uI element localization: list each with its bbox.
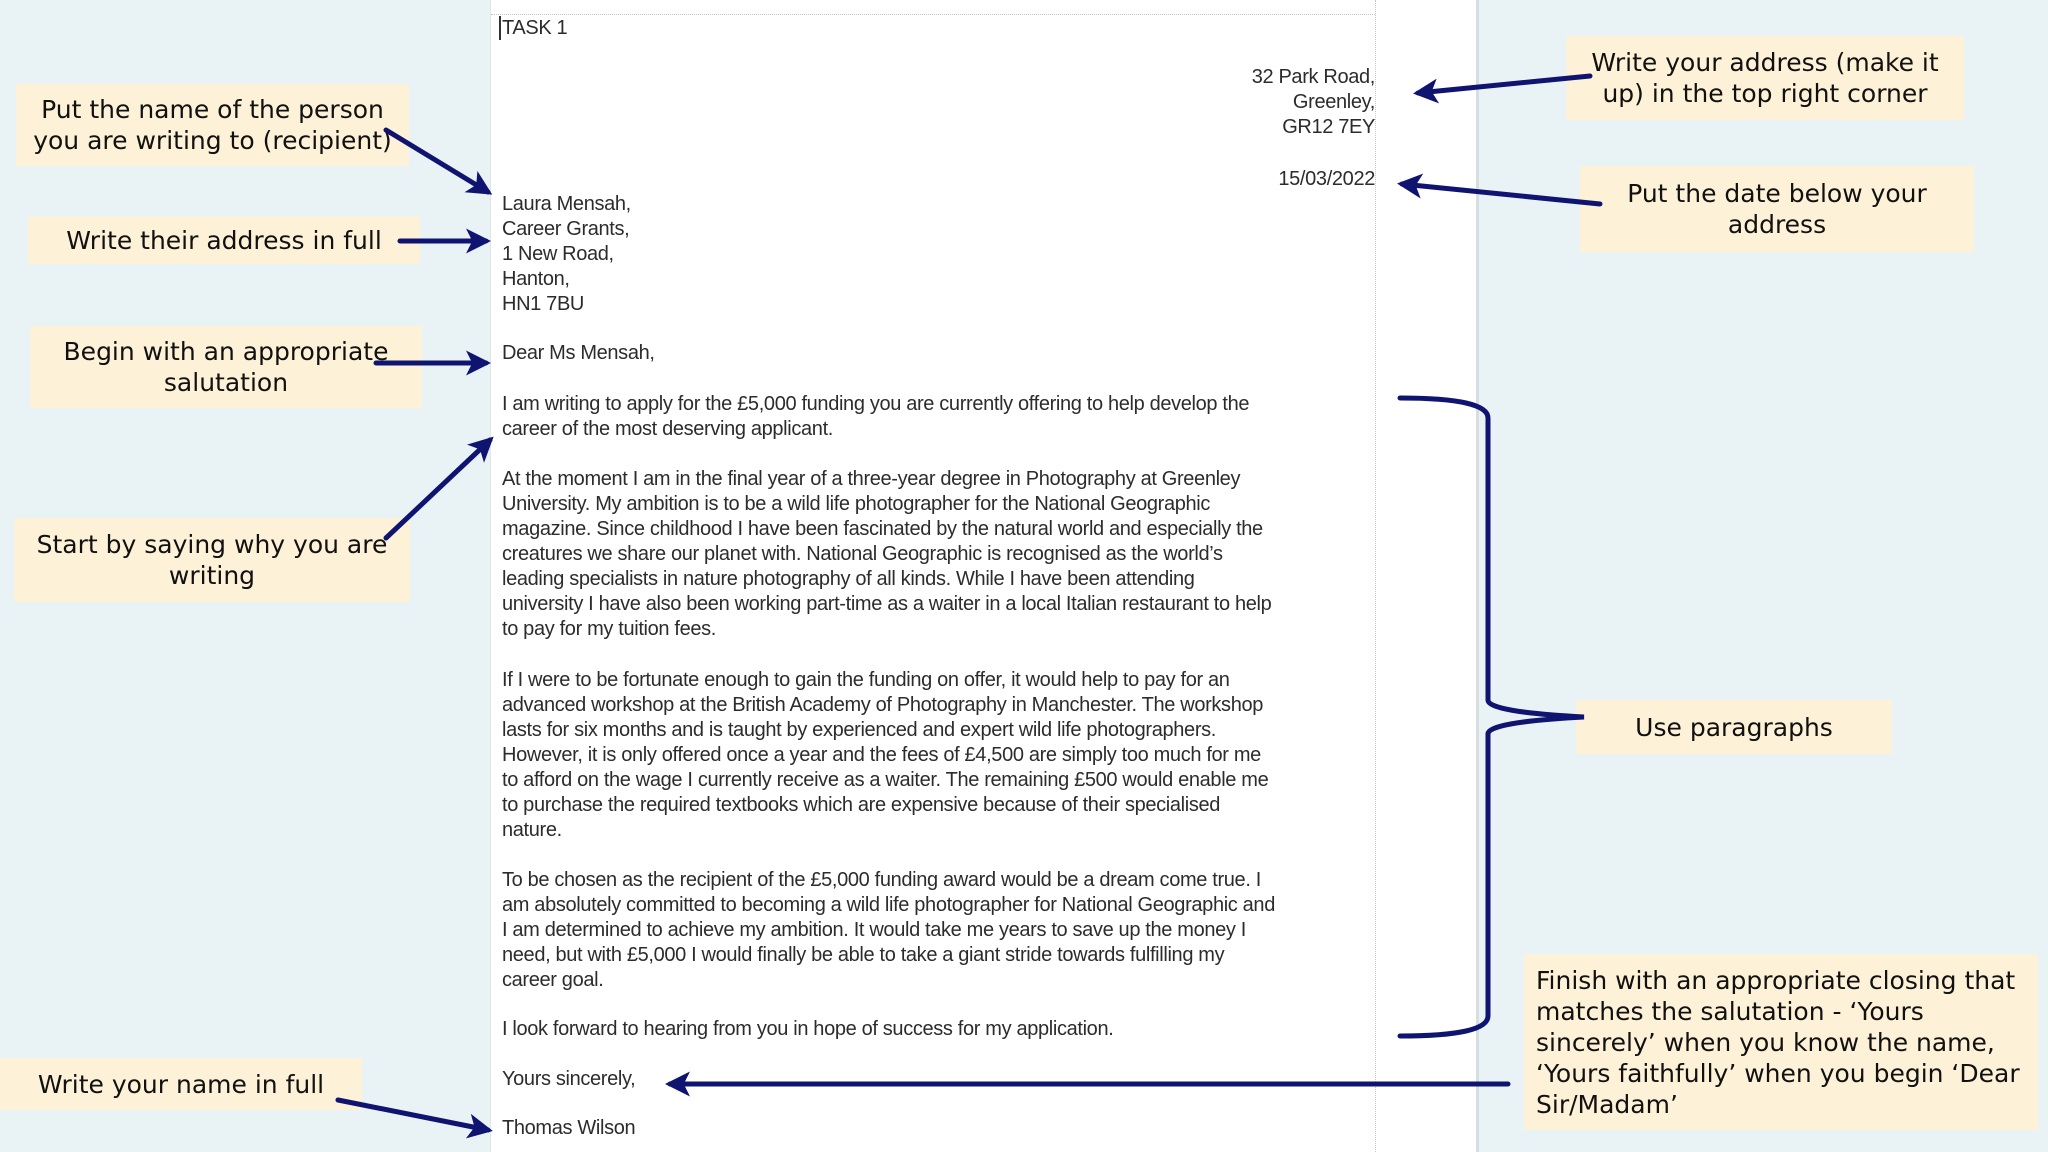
note-line: matches the salutation - ‘Yours [1536, 996, 1924, 1026]
paragraph-line: nature. [502, 819, 562, 841]
signature-name: Thomas Wilson [502, 1117, 636, 1139]
note-line: up) in the top right corner [1602, 79, 1928, 108]
text-cursor [499, 16, 501, 40]
paragraph-line: At the moment I am in the final year of a three-year degree in Photography at Greenley [502, 468, 1241, 490]
note-line: Write your name in full [37, 1069, 325, 1099]
paragraph-line: to purchase the required textbooks which are expensive because of their specialised [502, 794, 1221, 816]
paragraph-line: to pay for my tuition fees. [502, 618, 716, 640]
paragraph-line: I look forward to hearing from you in hope of success for my application. [502, 1018, 1114, 1040]
recipient-address-line: Laura Mensah, [502, 193, 631, 215]
recipient-address-line: Career Grants, [502, 218, 630, 240]
note-line: Begin with an appropriate [63, 337, 389, 366]
note-line: Use paragraphs [1635, 712, 1833, 742]
paragraph-line: To be chosen as the recipient of the £5,000 funding award would be a dream come true. I [502, 869, 1261, 891]
note-their-address [28, 216, 420, 264]
note-line: Write your address (make it [1591, 48, 1939, 77]
paragraph-line: university I have also been working part-time as a waiter in a local Italian restaurant to help [502, 593, 1272, 615]
note-line: sincerely’ when you know the name, [1536, 1027, 1995, 1057]
note-why-writing [14, 518, 410, 602]
page-edge-shadow [1476, 0, 1479, 1152]
paragraph-line: lasts for six months and is taught by experienced and expert wild life photographers. [502, 719, 1217, 741]
note-line: salutation [163, 368, 289, 397]
paragraph-line: to afford on the wage I currently receive as a waiter. The remaining £500 would enable me [502, 769, 1269, 791]
paragraph-line: I am writing to apply for the £5,000 funding you are currently offering to help develop the [502, 393, 1250, 415]
paragraph-line: am absolutely committed to becoming a wild life photographer for National Geographic and [502, 894, 1275, 916]
note-your-address [1566, 36, 1964, 120]
paragraph-line: leading specialists in nature photography of all kinds. While I have been attending [502, 568, 1195, 590]
note-line: ‘Yours faithfully’ when you begin ‘Dear [1536, 1058, 2020, 1088]
task-label: TASK 1 [502, 17, 568, 39]
letter-date: 15/03/2022 [1278, 168, 1375, 190]
note-closing [1524, 954, 2038, 1130]
paragraph-line: advanced workshop at the British Academy of Photography in Manchester. The workshop [502, 694, 1264, 716]
body-paragraph-4 [502, 868, 1382, 993]
recipient-address [502, 192, 631, 317]
note-line: you are writing to (recipient) [33, 126, 392, 155]
note-line: Write their address in full [66, 225, 382, 255]
note-paragraphs [1576, 700, 1892, 754]
body-paragraph-5 [502, 1017, 1382, 1042]
recipient-address-line: 1 New Road, [502, 243, 614, 265]
note-line: Put the date below your [1627, 179, 1927, 208]
body-paragraph-2 [502, 467, 1382, 642]
paragraph-line: career of the most deserving applicant. [502, 418, 833, 440]
paragraph-line: If I were to be fortunate enough to gain the funding on offer, it would help to pay for an [502, 669, 1230, 691]
paragraph-line: University. My ambition is to be a wild life photographer for the National Geographic [502, 493, 1211, 515]
note-line: address [1727, 210, 1827, 239]
sender-address-line: 32 Park Road, [1251, 66, 1375, 88]
page-margin-top-guide [491, 14, 1375, 15]
paragraph-line: I am determined to achieve my ambition. It would take me years to save up the money I [502, 919, 1246, 941]
recipient-address-line: HN1 7BU [502, 293, 585, 315]
body-paragraph-1 [502, 392, 1382, 442]
paragraph-line: However, it is only offered once a year and the fees of £4,500 are simply too much for me [502, 744, 1261, 766]
paragraph-line: magazine. Since childhood I have been fascinated by the natural world and especially the [502, 518, 1263, 540]
note-line: Start by saying why you are [36, 530, 388, 559]
note-line: Finish with an appropriate closing that [1536, 965, 2016, 995]
note-salutation [30, 326, 422, 408]
note-date [1580, 166, 1974, 252]
sender-address-line: Greenley, [1292, 91, 1375, 113]
closing: Yours sincerely, [502, 1068, 636, 1090]
letter-page [490, 0, 1479, 1152]
sender-address [1252, 65, 1375, 140]
note-line: Sir/Madam’ [1536, 1089, 1678, 1119]
sender-address-line: GR12 7EY [1282, 116, 1375, 138]
note-line: writing [168, 561, 256, 590]
paragraph-line: need, but with £5,000 I would finally be able to take a giant stride towards fulfilling my [502, 944, 1225, 966]
salutation: Dear Ms Mensah, [502, 342, 655, 364]
recipient-address-line: Hanton, [502, 268, 570, 290]
note-recipient-name [16, 84, 409, 166]
note-your-name [0, 1058, 362, 1110]
paragraph-line: career goal. [502, 969, 604, 991]
note-line: Put the name of the person [41, 95, 384, 124]
paragraph-line: creatures we share our planet with. National Geographic is recognised as the world’s [502, 543, 1223, 565]
body-paragraph-3 [502, 668, 1382, 843]
